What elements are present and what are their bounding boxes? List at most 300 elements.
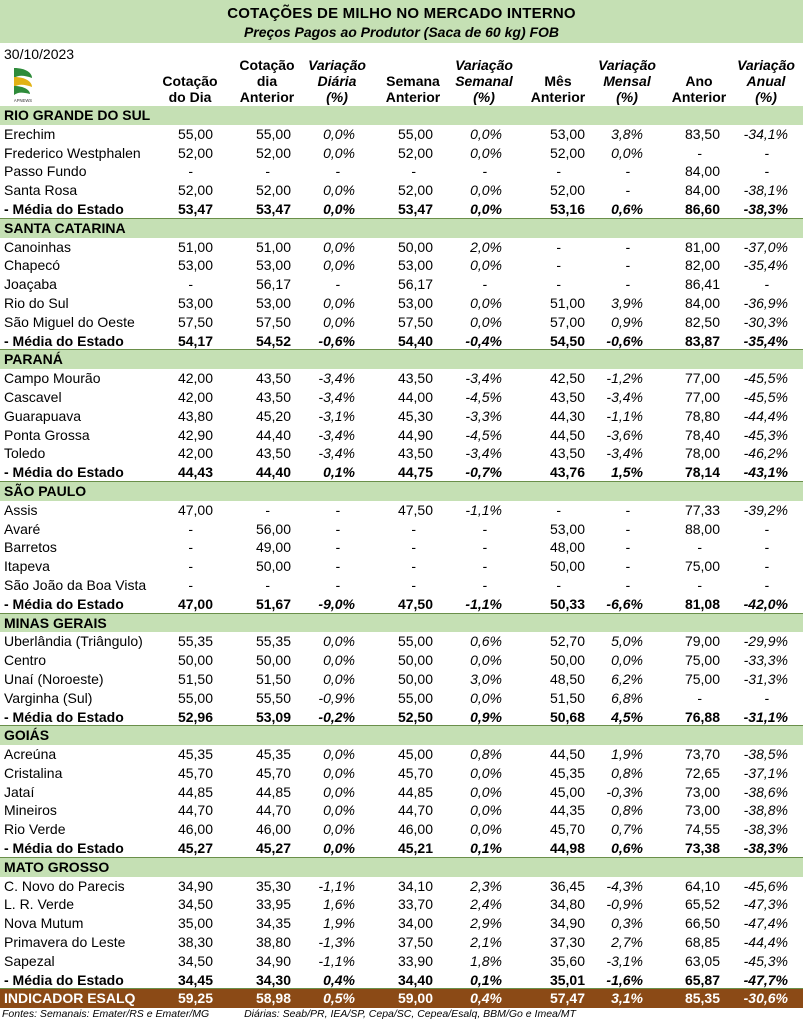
table-row bbox=[0, 632, 803, 651]
cell-variacao-anual: -37,1% bbox=[743, 764, 788, 781]
cell-variacao-semanal: - bbox=[482, 163, 487, 180]
table-row bbox=[0, 820, 803, 839]
cell-ano-anterior: 72,65 bbox=[684, 764, 720, 781]
cell-variacao-semanal: 0,0% bbox=[470, 802, 502, 819]
cell-variacao-diaria: 0,0% bbox=[323, 200, 355, 217]
column-header-text: Variação Anual (%) bbox=[737, 57, 795, 105]
cell-cotacao-do-dia: 55,35 bbox=[177, 633, 213, 650]
cell-cotacao-dia-anterior: 46,00 bbox=[255, 821, 291, 838]
cell-variacao-semanal: 3,0% bbox=[470, 670, 502, 687]
cell-variacao-diaria: -1,1% bbox=[318, 952, 355, 969]
cell-cotacao-dia-anterior: 44,70 bbox=[255, 802, 291, 819]
cell-variacao-mensal: 3,9% bbox=[611, 294, 643, 311]
table-row bbox=[0, 388, 803, 407]
cell-variacao-semanal: - bbox=[482, 576, 487, 593]
column-header-cotacao-do-dia bbox=[149, 47, 231, 105]
cell-variacao-anual: -36,9% bbox=[743, 294, 788, 311]
cell-variacao-mensal: -3,1% bbox=[606, 952, 643, 969]
cell-mes-anterior: 37,30 bbox=[549, 934, 585, 951]
cell-cotacao-dia-anterior: 35,30 bbox=[255, 877, 291, 894]
cell-variacao-mensal: 0,8% bbox=[611, 764, 643, 781]
row-label: - Média do Estado bbox=[4, 200, 124, 217]
cell-cotacao-dia-anterior: 58,98 bbox=[255, 990, 291, 1007]
cell-mes-anterior: 34,80 bbox=[549, 896, 585, 913]
table-row bbox=[0, 256, 803, 275]
cell-semana-anterior: 44,70 bbox=[397, 802, 433, 819]
cell-cotacao-do-dia: 47,00 bbox=[177, 595, 213, 612]
cell-variacao-mensal: 0,6% bbox=[611, 200, 643, 217]
cell-cotacao-dia-anterior: 53,09 bbox=[255, 708, 291, 725]
cell-variacao-anual: -45,6% bbox=[743, 877, 788, 894]
row-label: Joaçaba bbox=[4, 276, 57, 293]
row-label: - Média do Estado bbox=[4, 464, 124, 481]
table-row bbox=[0, 426, 803, 445]
cell-cotacao-do-dia: 55,00 bbox=[177, 689, 213, 706]
cell-cotacao-dia-anterior: 34,35 bbox=[255, 915, 291, 932]
quotes-table bbox=[0, 106, 803, 1008]
cell-mes-anterior: 42,50 bbox=[549, 370, 585, 387]
cell-semana-anterior: 45,00 bbox=[397, 746, 433, 763]
cell-cotacao-do-dia: 44,85 bbox=[177, 783, 213, 800]
cell-variacao-anual: -34,1% bbox=[743, 125, 788, 142]
cell-cotacao-do-dia: 54,17 bbox=[177, 332, 213, 349]
cell-variacao-semanal: 2,0% bbox=[470, 238, 502, 255]
row-label: Toledo bbox=[4, 445, 46, 462]
cell-cotacao-dia-anterior: 52,00 bbox=[255, 144, 291, 161]
cell-variacao-mensal: - bbox=[625, 276, 630, 293]
cell-variacao-semanal: 0,1% bbox=[470, 971, 502, 988]
cell-variacao-diaria: -1,1% bbox=[318, 877, 355, 894]
cell-semana-anterior: 53,00 bbox=[397, 257, 433, 274]
cell-variacao-semanal: 2,3% bbox=[470, 877, 502, 894]
cell-variacao-anual: - bbox=[764, 689, 769, 706]
cell-cotacao-dia-anterior: 45,35 bbox=[255, 746, 291, 763]
cell-variacao-mensal: 4,5% bbox=[611, 708, 643, 725]
column-header-text: Mês Anterior bbox=[530, 73, 586, 105]
table-row bbox=[0, 369, 803, 388]
table-row bbox=[0, 275, 803, 294]
cell-semana-anterior: 53,00 bbox=[397, 294, 433, 311]
cell-variacao-mensal: - bbox=[625, 576, 630, 593]
cell-semana-anterior: - bbox=[411, 558, 416, 575]
cell-cotacao-dia-anterior: 55,00 bbox=[255, 125, 291, 142]
cell-variacao-mensal: - bbox=[625, 520, 630, 537]
cell-semana-anterior: 34,00 bbox=[397, 915, 433, 932]
table-row bbox=[0, 670, 803, 689]
cell-variacao-diaria: 0,0% bbox=[323, 313, 355, 330]
cell-cotacao-do-dia: - bbox=[188, 163, 193, 180]
cell-cotacao-do-dia: 47,00 bbox=[177, 501, 213, 518]
cell-variacao-diaria: 0,0% bbox=[323, 257, 355, 274]
cell-variacao-anual: -38,3% bbox=[743, 821, 788, 838]
cell-mes-anterior: 44,98 bbox=[549, 840, 585, 857]
cell-variacao-anual: -30,6% bbox=[743, 990, 788, 1007]
cell-semana-anterior: 34,10 bbox=[397, 877, 433, 894]
row-label: Campo Mourão bbox=[4, 370, 101, 387]
cell-mes-anterior: 53,00 bbox=[549, 125, 585, 142]
cell-variacao-diaria: - bbox=[335, 501, 340, 518]
cell-cotacao-dia-anterior: 51,67 bbox=[255, 595, 291, 612]
state-name: GOIÁS bbox=[4, 727, 50, 744]
row-label: Primavera do Leste bbox=[4, 934, 126, 951]
row-label: Sapezal bbox=[4, 952, 55, 969]
cell-semana-anterior: 54,40 bbox=[397, 332, 433, 349]
cell-cotacao-do-dia: 52,00 bbox=[177, 144, 213, 161]
cell-variacao-diaria: -0,2% bbox=[318, 708, 355, 725]
cell-mes-anterior: 52,00 bbox=[549, 144, 585, 161]
cell-variacao-anual: - bbox=[764, 163, 769, 180]
table-row bbox=[0, 783, 803, 802]
cell-variacao-mensal: - bbox=[625, 182, 630, 199]
cell-variacao-semanal: 0,0% bbox=[470, 652, 502, 669]
cell-cotacao-do-dia: 42,00 bbox=[177, 388, 213, 405]
cell-cotacao-dia-anterior: 33,95 bbox=[255, 896, 291, 913]
row-label: Unaí (Noroeste) bbox=[4, 670, 104, 687]
cell-mes-anterior: - bbox=[556, 163, 561, 180]
cell-variacao-mensal: - bbox=[625, 501, 630, 518]
cell-cotacao-dia-anterior: 44,40 bbox=[255, 426, 291, 443]
cell-variacao-diaria: 0,0% bbox=[323, 746, 355, 763]
cell-variacao-anual: -39,2% bbox=[743, 501, 788, 518]
cell-semana-anterior: - bbox=[411, 520, 416, 537]
cell-ano-anterior: 75,00 bbox=[684, 558, 720, 575]
cell-semana-anterior: 44,85 bbox=[397, 783, 433, 800]
cell-variacao-diaria: 0,0% bbox=[323, 238, 355, 255]
cell-cotacao-do-dia: 52,00 bbox=[177, 182, 213, 199]
row-label: Jataí bbox=[4, 783, 35, 800]
cell-mes-anterior: - bbox=[556, 576, 561, 593]
cell-variacao-anual: -47,3% bbox=[743, 896, 788, 913]
cell-variacao-anual: -38,5% bbox=[743, 746, 788, 763]
cell-variacao-diaria: 0,0% bbox=[323, 670, 355, 687]
cell-variacao-semanal: 0,8% bbox=[470, 746, 502, 763]
column-header-text: Cotação dia Anterior bbox=[239, 57, 295, 105]
cell-variacao-diaria: - bbox=[335, 520, 340, 537]
cell-variacao-anual: -45,3% bbox=[743, 952, 788, 969]
table-row bbox=[0, 933, 803, 952]
state-name: PARANÁ bbox=[4, 351, 63, 368]
cell-semana-anterior: 50,00 bbox=[397, 652, 433, 669]
cell-variacao-anual: -38,3% bbox=[743, 200, 788, 217]
cell-cotacao-do-dia: 35,00 bbox=[177, 915, 213, 932]
cell-variacao-semanal: 2,9% bbox=[470, 915, 502, 932]
cell-variacao-anual: - bbox=[764, 144, 769, 161]
table-row bbox=[0, 651, 803, 670]
table-row bbox=[0, 238, 803, 257]
cell-variacao-diaria: -3,4% bbox=[318, 370, 355, 387]
cell-mes-anterior: 50,00 bbox=[549, 558, 585, 575]
table-row bbox=[0, 294, 803, 313]
table-row bbox=[0, 313, 803, 332]
column-header-text: Variação Semanal (%) bbox=[455, 57, 513, 105]
cell-variacao-diaria: - bbox=[335, 163, 340, 180]
cell-variacao-anual: - bbox=[764, 520, 769, 537]
cell-variacao-anual: -33,3% bbox=[743, 652, 788, 669]
cell-semana-anterior: 52,00 bbox=[397, 144, 433, 161]
cell-mes-anterior: 57,47 bbox=[549, 990, 585, 1007]
state-average-row bbox=[0, 971, 803, 990]
cell-mes-anterior: 43,50 bbox=[549, 388, 585, 405]
state-header-santa-catarina bbox=[0, 219, 803, 238]
cell-variacao-anual: -45,5% bbox=[743, 388, 788, 405]
state-average-row bbox=[0, 200, 803, 219]
cell-ano-anterior: 68,85 bbox=[684, 934, 720, 951]
cell-ano-anterior: 77,33 bbox=[684, 501, 720, 518]
table-row bbox=[0, 745, 803, 764]
cell-cotacao-do-dia: 42,00 bbox=[177, 370, 213, 387]
table-row bbox=[0, 895, 803, 914]
cell-cotacao-dia-anterior: 56,00 bbox=[255, 520, 291, 537]
row-label: Passo Fundo bbox=[4, 163, 87, 180]
cell-cotacao-dia-anterior: 52,00 bbox=[255, 182, 291, 199]
cell-variacao-semanal: 0,0% bbox=[470, 294, 502, 311]
cell-ano-anterior: 65,87 bbox=[684, 971, 720, 988]
cell-variacao-semanal: 0,0% bbox=[470, 257, 502, 274]
cell-semana-anterior: 47,50 bbox=[397, 501, 433, 518]
cell-ano-anterior: 88,00 bbox=[684, 520, 720, 537]
cell-variacao-diaria: 0,0% bbox=[323, 802, 355, 819]
cell-variacao-anual: -45,3% bbox=[743, 426, 788, 443]
cell-cotacao-do-dia: 44,70 bbox=[177, 802, 213, 819]
cell-variacao-mensal: - bbox=[625, 257, 630, 274]
cell-variacao-anual: - bbox=[764, 276, 769, 293]
cell-variacao-diaria: 0,0% bbox=[323, 294, 355, 311]
row-label: Canoinhas bbox=[4, 238, 71, 255]
row-label: São João da Boa Vista bbox=[4, 576, 147, 593]
cell-cotacao-dia-anterior: 34,30 bbox=[255, 971, 291, 988]
cell-variacao-diaria: 1,9% bbox=[323, 915, 355, 932]
table-row bbox=[0, 952, 803, 971]
cell-semana-anterior: 52,50 bbox=[397, 708, 433, 725]
cell-mes-anterior: 44,30 bbox=[549, 407, 585, 424]
cell-variacao-anual: - bbox=[764, 539, 769, 556]
cell-variacao-diaria: - bbox=[335, 276, 340, 293]
cell-semana-anterior: 55,00 bbox=[397, 633, 433, 650]
cell-mes-anterior: - bbox=[556, 501, 561, 518]
cell-mes-anterior: 52,00 bbox=[549, 182, 585, 199]
cell-variacao-diaria: - bbox=[335, 576, 340, 593]
cell-variacao-mensal: 6,8% bbox=[611, 689, 643, 706]
row-label: Frederico Westphalen bbox=[4, 144, 141, 161]
cell-variacao-diaria: 0,0% bbox=[323, 821, 355, 838]
row-label: - Média do Estado bbox=[4, 971, 124, 988]
cell-cotacao-dia-anterior: 51,50 bbox=[255, 670, 291, 687]
footer-daily-sources: Diárias: Seab/PR, IEA/SP, Cepa/SC, Cepea/Esalq, BBM/Go e Imea/MT bbox=[244, 1008, 576, 1020]
row-label: L. R. Verde bbox=[4, 896, 75, 913]
cell-variacao-anual: -35,4% bbox=[743, 332, 788, 349]
cell-cotacao-dia-anterior: 56,17 bbox=[255, 276, 291, 293]
cell-cotacao-do-dia: 50,00 bbox=[177, 652, 213, 669]
cell-cotacao-do-dia: - bbox=[188, 276, 193, 293]
column-header-variacao-semanal bbox=[443, 47, 525, 105]
page-title: COTAÇÕES DE MILHO NO MERCADO INTERNO bbox=[227, 5, 576, 22]
row-label: Assis bbox=[4, 501, 38, 518]
cell-mes-anterior: 43,50 bbox=[549, 445, 585, 462]
cell-variacao-diaria: 0,0% bbox=[323, 182, 355, 199]
cell-mes-anterior: 44,35 bbox=[549, 802, 585, 819]
cell-cotacao-dia-anterior: 45,20 bbox=[255, 407, 291, 424]
cell-semana-anterior: 55,00 bbox=[397, 689, 433, 706]
cell-cotacao-dia-anterior: - bbox=[265, 163, 270, 180]
cell-variacao-semanal: 0,0% bbox=[470, 313, 502, 330]
cell-variacao-diaria: 0,0% bbox=[323, 125, 355, 142]
cell-mes-anterior: 45,70 bbox=[549, 821, 585, 838]
cell-variacao-anual: -35,4% bbox=[743, 257, 788, 274]
cell-cotacao-do-dia: 53,00 bbox=[177, 257, 213, 274]
cell-variacao-mensal: -1,6% bbox=[606, 971, 643, 988]
cell-variacao-anual: -31,3% bbox=[743, 670, 788, 687]
cell-mes-anterior: 34,90 bbox=[549, 915, 585, 932]
table-row bbox=[0, 689, 803, 708]
cell-semana-anterior: 45,70 bbox=[397, 764, 433, 781]
cell-variacao-semanal: -4,5% bbox=[465, 388, 502, 405]
cell-cotacao-do-dia: 52,96 bbox=[177, 708, 213, 725]
cell-variacao-mensal: 1,5% bbox=[611, 464, 643, 481]
cell-ano-anterior: 81,00 bbox=[684, 238, 720, 255]
cell-variacao-anual: -45,5% bbox=[743, 370, 788, 387]
cell-variacao-mensal: -6,6% bbox=[606, 595, 643, 612]
cell-variacao-semanal: -3,3% bbox=[465, 407, 502, 424]
cell-cotacao-do-dia: 34,50 bbox=[177, 952, 213, 969]
cell-cotacao-dia-anterior: - bbox=[265, 576, 270, 593]
cell-cotacao-dia-anterior: 43,50 bbox=[255, 388, 291, 405]
row-label: Avaré bbox=[4, 520, 41, 537]
cell-cotacao-do-dia: 57,50 bbox=[177, 313, 213, 330]
cell-cotacao-do-dia: 51,00 bbox=[177, 238, 213, 255]
cell-cotacao-do-dia: - bbox=[188, 558, 193, 575]
cell-variacao-anual: -44,4% bbox=[743, 934, 788, 951]
cell-semana-anterior: - bbox=[411, 539, 416, 556]
table-row bbox=[0, 877, 803, 896]
cell-mes-anterior: 35,60 bbox=[549, 952, 585, 969]
cell-mes-anterior: 52,70 bbox=[549, 633, 585, 650]
cell-ano-anterior: 73,38 bbox=[684, 840, 720, 857]
cell-mes-anterior: 51,50 bbox=[549, 689, 585, 706]
cell-ano-anterior: 78,00 bbox=[684, 445, 720, 462]
row-label: Cascavel bbox=[4, 388, 62, 405]
column-header-text: Cotação do Dia bbox=[162, 73, 218, 105]
cell-variacao-diaria: 0,0% bbox=[323, 783, 355, 800]
cell-variacao-semanal: 0,0% bbox=[470, 182, 502, 199]
cell-cotacao-dia-anterior: 34,90 bbox=[255, 952, 291, 969]
cell-variacao-mensal: -0,9% bbox=[606, 896, 643, 913]
cell-variacao-mensal: 0,9% bbox=[611, 313, 643, 330]
cell-ano-anterior: - bbox=[697, 689, 702, 706]
cell-variacao-anual: -47,7% bbox=[743, 971, 788, 988]
cell-ano-anterior: 75,00 bbox=[684, 670, 720, 687]
cell-cotacao-do-dia: 45,35 bbox=[177, 746, 213, 763]
cell-ano-anterior: - bbox=[697, 144, 702, 161]
cell-mes-anterior: 53,16 bbox=[549, 200, 585, 217]
cell-variacao-semanal: -3,4% bbox=[465, 370, 502, 387]
cell-mes-anterior: 51,00 bbox=[549, 294, 585, 311]
cell-cotacao-dia-anterior: 43,50 bbox=[255, 370, 291, 387]
cell-cotacao-dia-anterior: 51,00 bbox=[255, 238, 291, 255]
cell-variacao-mensal: -1,2% bbox=[606, 370, 643, 387]
row-label: Santa Rosa bbox=[4, 182, 78, 199]
cell-variacao-diaria: - bbox=[335, 539, 340, 556]
cell-ano-anterior: 75,00 bbox=[684, 652, 720, 669]
column-header-variacao-diaria bbox=[296, 47, 378, 105]
cell-variacao-mensal: 6,2% bbox=[611, 670, 643, 687]
cell-variacao-anual: -38,8% bbox=[743, 802, 788, 819]
table-row bbox=[0, 125, 803, 144]
cell-variacao-semanal: 0,0% bbox=[470, 783, 502, 800]
cell-mes-anterior: - bbox=[556, 257, 561, 274]
cell-variacao-semanal: 0,6% bbox=[470, 633, 502, 650]
cell-cotacao-do-dia: 51,50 bbox=[177, 670, 213, 687]
cell-variacao-diaria: 0,1% bbox=[323, 464, 355, 481]
cell-variacao-mensal: 3,8% bbox=[611, 125, 643, 142]
cell-variacao-semanal: 0,1% bbox=[470, 840, 502, 857]
cell-variacao-diaria: -0,9% bbox=[318, 689, 355, 706]
indicador-esalq-row bbox=[0, 989, 803, 1008]
column-header-semana-anterior bbox=[372, 47, 454, 105]
row-label: São Miguel do Oeste bbox=[4, 313, 135, 330]
cell-ano-anterior: - bbox=[697, 539, 702, 556]
cell-cotacao-do-dia: 34,45 bbox=[177, 971, 213, 988]
cell-variacao-semanal: -1,1% bbox=[465, 595, 502, 612]
cell-variacao-anual: - bbox=[764, 576, 769, 593]
row-label: - Média do Estado bbox=[4, 708, 124, 725]
cell-variacao-semanal: 0,0% bbox=[470, 764, 502, 781]
cell-ano-anterior: 66,50 bbox=[684, 915, 720, 932]
cell-ano-anterior: 73,70 bbox=[684, 746, 720, 763]
cell-ano-anterior: 85,35 bbox=[684, 990, 720, 1007]
cell-variacao-mensal: 0,7% bbox=[611, 821, 643, 838]
cell-semana-anterior: 53,47 bbox=[397, 200, 433, 217]
state-name: MINAS GERAIS bbox=[4, 614, 107, 631]
table-row bbox=[0, 764, 803, 783]
state-average-row bbox=[0, 595, 803, 614]
cell-variacao-mensal: 0,0% bbox=[611, 652, 643, 669]
row-label: Ponta Grossa bbox=[4, 426, 90, 443]
cell-variacao-semanal: -4,5% bbox=[465, 426, 502, 443]
cell-ano-anterior: 64,10 bbox=[684, 877, 720, 894]
cell-variacao-semanal: 0,0% bbox=[470, 200, 502, 217]
state-header-rio-grande-do-sul bbox=[0, 106, 803, 125]
cell-cotacao-dia-anterior: 55,50 bbox=[255, 689, 291, 706]
cell-variacao-mensal: 0,3% bbox=[611, 915, 643, 932]
cell-cotacao-dia-anterior: 50,00 bbox=[255, 652, 291, 669]
cell-cotacao-dia-anterior: 57,50 bbox=[255, 313, 291, 330]
row-label: Erechim bbox=[4, 125, 56, 142]
cell-variacao-semanal: 1,8% bbox=[470, 952, 502, 969]
row-label: Rio do Sul bbox=[4, 294, 69, 311]
footer-weekly-sources: Fontes: Semanais: Emater/RS e Emater/MG bbox=[2, 1008, 210, 1020]
cell-variacao-semanal: 0,4% bbox=[470, 990, 502, 1007]
cell-ano-anterior: 84,00 bbox=[684, 163, 720, 180]
cell-semana-anterior: 59,00 bbox=[397, 990, 433, 1007]
cell-variacao-mensal: 0,0% bbox=[611, 144, 643, 161]
cell-mes-anterior: 44,50 bbox=[549, 746, 585, 763]
title-bar bbox=[0, 0, 803, 43]
cell-variacao-mensal: -0,3% bbox=[606, 783, 643, 800]
cell-variacao-anual: -38,1% bbox=[743, 182, 788, 199]
cell-mes-anterior: 44,50 bbox=[549, 426, 585, 443]
state-header-parana bbox=[0, 350, 803, 369]
cell-variacao-semanal: -0,4% bbox=[465, 332, 502, 349]
cell-variacao-mensal: -3,4% bbox=[606, 445, 643, 462]
row-label: Chapecó bbox=[4, 257, 61, 274]
cell-variacao-semanal: -3,4% bbox=[465, 445, 502, 462]
cell-semana-anterior: 57,50 bbox=[397, 313, 433, 330]
cell-cotacao-do-dia: 53,00 bbox=[177, 294, 213, 311]
cell-variacao-anual: -42,0% bbox=[743, 595, 788, 612]
cell-ano-anterior: 82,50 bbox=[684, 313, 720, 330]
cell-cotacao-do-dia: 44,43 bbox=[177, 464, 213, 481]
cell-cotacao-dia-anterior: 54,52 bbox=[255, 332, 291, 349]
